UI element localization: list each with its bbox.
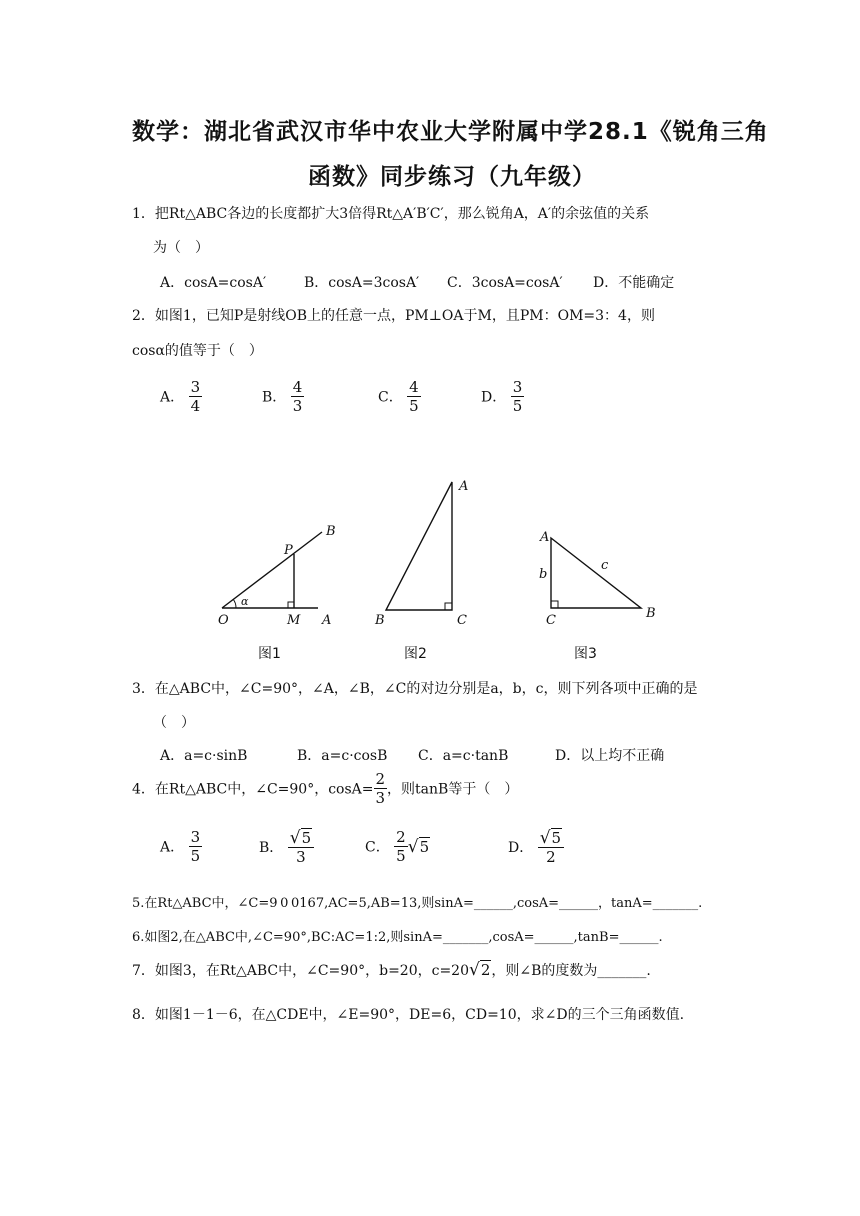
fig2-label-a: A [459, 479, 469, 494]
q2-option-c-label: C． [378, 389, 403, 406]
radicand: 2 [480, 961, 491, 979]
question-7 [132, 960, 651, 980]
figure-3-caption: 图3 [574, 646, 597, 662]
radicand: 5 [551, 829, 562, 847]
figure-2-caption: 图2 [404, 646, 427, 662]
q1-option-c: C．3cosA=cosA′ [447, 275, 563, 291]
fig3-label-b: B [646, 606, 656, 621]
denominator: 3 [375, 789, 386, 807]
q7-suffix: ，则∠B的度数为_______. [491, 963, 651, 979]
q2-option-d-label: D． [481, 389, 507, 406]
fig2-right-angle [445, 603, 452, 610]
q2-option-b-fraction [291, 378, 305, 415]
numerator: 2 [396, 828, 406, 846]
q4-option-b-fraction [288, 828, 314, 866]
question-1-line-2: 为（ ） [153, 240, 209, 256]
fig1-label-p: P [284, 543, 293, 558]
q2-option-b-label: B． [262, 389, 287, 406]
denominator: 5 [190, 847, 201, 865]
denominator: 5 [512, 397, 523, 415]
figures [0, 468, 860, 668]
sqrt: √5 [407, 836, 430, 857]
radicand: 5 [301, 829, 312, 847]
q3-option-d: D．以上均不正确 [555, 748, 665, 764]
q2-option-d-fraction [511, 378, 525, 415]
fig3-label-c: C [546, 613, 556, 628]
q3-option-a: A．a=c·sinB [160, 748, 248, 764]
question-2-line-2: cosα的值等于（ ） [132, 343, 263, 359]
fig3-label-a: A [540, 530, 550, 545]
q2-option-a [160, 378, 202, 415]
fig1-angle-arc [233, 599, 236, 608]
q4-option-c-fraction [394, 828, 408, 865]
q4-suffix: ，则tanB等于（ ） [387, 781, 519, 798]
numerator [288, 828, 314, 848]
q4-option-c [365, 828, 430, 865]
sqrt: √5 [539, 828, 562, 848]
q7-prefix: 7．如图3，在Rt△ABC中，∠C=90°，b=20，c=20 [132, 963, 469, 979]
figure-1 [218, 524, 336, 628]
fig1-label-m: M [287, 613, 301, 628]
denominator: 5 [409, 397, 419, 415]
question-1: 1．把Rt△ABC各边的长度都扩大3倍得Rt△A′B′C′，那么锐角A，A′的余弦值的关系 [132, 206, 650, 222]
q2-option-c-fraction [407, 378, 421, 415]
q4-option-b [259, 828, 314, 866]
q4-option-a-fraction [189, 828, 203, 865]
q4-option-a [160, 828, 202, 865]
numerator: 3 [512, 378, 523, 396]
q1-option-d: D．不能确定 [593, 275, 675, 291]
numerator: 2 [375, 770, 386, 788]
question-3: 3．在△ABC中，∠C=90°，∠A，∠B，∠C的对边分别是a，b，c，则下列各项中正确的是 [132, 681, 698, 697]
figure-1-caption: 图1 [258, 646, 281, 662]
denominator: 3 [296, 848, 306, 866]
fig1-label-alpha: α [241, 595, 249, 608]
numerator: 3 [190, 378, 201, 396]
question-4 [132, 770, 518, 807]
title-line-2: 函数》同步练习（九年级） [308, 164, 596, 190]
fig1-ray-ob [222, 532, 322, 608]
q2-option-c [378, 378, 421, 415]
denominator: 2 [546, 848, 556, 866]
fig3-right-angle [551, 601, 558, 608]
question-6: 6.如图2,在△ABC中,∠C=90°,BC:AC=1:2,则sinA=_______,cosA=______,tanB=______. [132, 930, 663, 945]
figure-2 [374, 479, 468, 628]
fig3-label-b-side: b [539, 567, 548, 582]
q1-option-b: B．cosA=3cosA′ [304, 275, 420, 291]
question-8: 8．如图1－1－6，在△CDE中，∠E=90°，DE=6，CD=10，求∠D的三个三角函数值. [132, 1007, 685, 1023]
denominator: 3 [292, 397, 303, 415]
q4-option-b-label: B． [259, 840, 284, 856]
q2-option-a-label: A． [160, 389, 185, 406]
question-5: 5.在Rt△ABC中，∠C=9 0 0167,AC=5,AB=13,则sinA=______,cosA=______，tanA=_______. [132, 896, 703, 911]
sqrt: √5 [289, 828, 312, 848]
question-2: 2．如图1，已知P是射线OB上的任意一点，PM⊥OA于M，且PM：OM=3：4，则 [132, 308, 655, 324]
q4-option-d-label: D． [508, 840, 534, 856]
q4-cos-fraction [374, 770, 388, 807]
fig1-label-a: A [322, 613, 332, 628]
q4-option-d-fraction [538, 828, 564, 866]
q2-option-d [481, 378, 524, 415]
fig1-right-angle [288, 602, 294, 608]
title-line-1: 数学：湖北省武汉市华中农业大学附属中学28.1《锐角三角 [132, 119, 769, 145]
q3-option-b: B．a=c·cosB [297, 748, 388, 764]
q4-option-a-label: A． [160, 839, 185, 856]
q2-option-a-fraction [189, 378, 203, 415]
numerator: 4 [292, 378, 303, 396]
fig3-label-c-side: c [601, 558, 609, 573]
denominator: 4 [190, 397, 201, 415]
denominator: 5 [396, 847, 406, 865]
numerator: 3 [190, 828, 201, 846]
sqrt: √2 [469, 960, 491, 980]
fig1-label-o: O [218, 613, 229, 628]
q4-option-d [508, 828, 564, 866]
numerator [538, 828, 564, 848]
fig2-label-b: B [375, 613, 385, 628]
fig2-label-c: C [457, 613, 467, 628]
numerator: 4 [409, 378, 419, 396]
q3-option-c: C．a=c·tanB [418, 748, 509, 764]
radicand: 5 [419, 837, 430, 856]
fig1-label-b: B [326, 524, 336, 539]
figure-3 [539, 530, 656, 628]
fig3-triangle [551, 538, 641, 608]
q1-option-a: A．cosA=cosA′ [160, 275, 267, 291]
question-3-line-2: （ ） [153, 715, 195, 731]
q4-prefix: 4．在Rt△ABC中，∠C=90°，cosA= [132, 781, 374, 798]
fig2-triangle [386, 482, 452, 610]
q4-option-c-label: C． [365, 839, 390, 856]
q2-option-b [262, 378, 304, 415]
